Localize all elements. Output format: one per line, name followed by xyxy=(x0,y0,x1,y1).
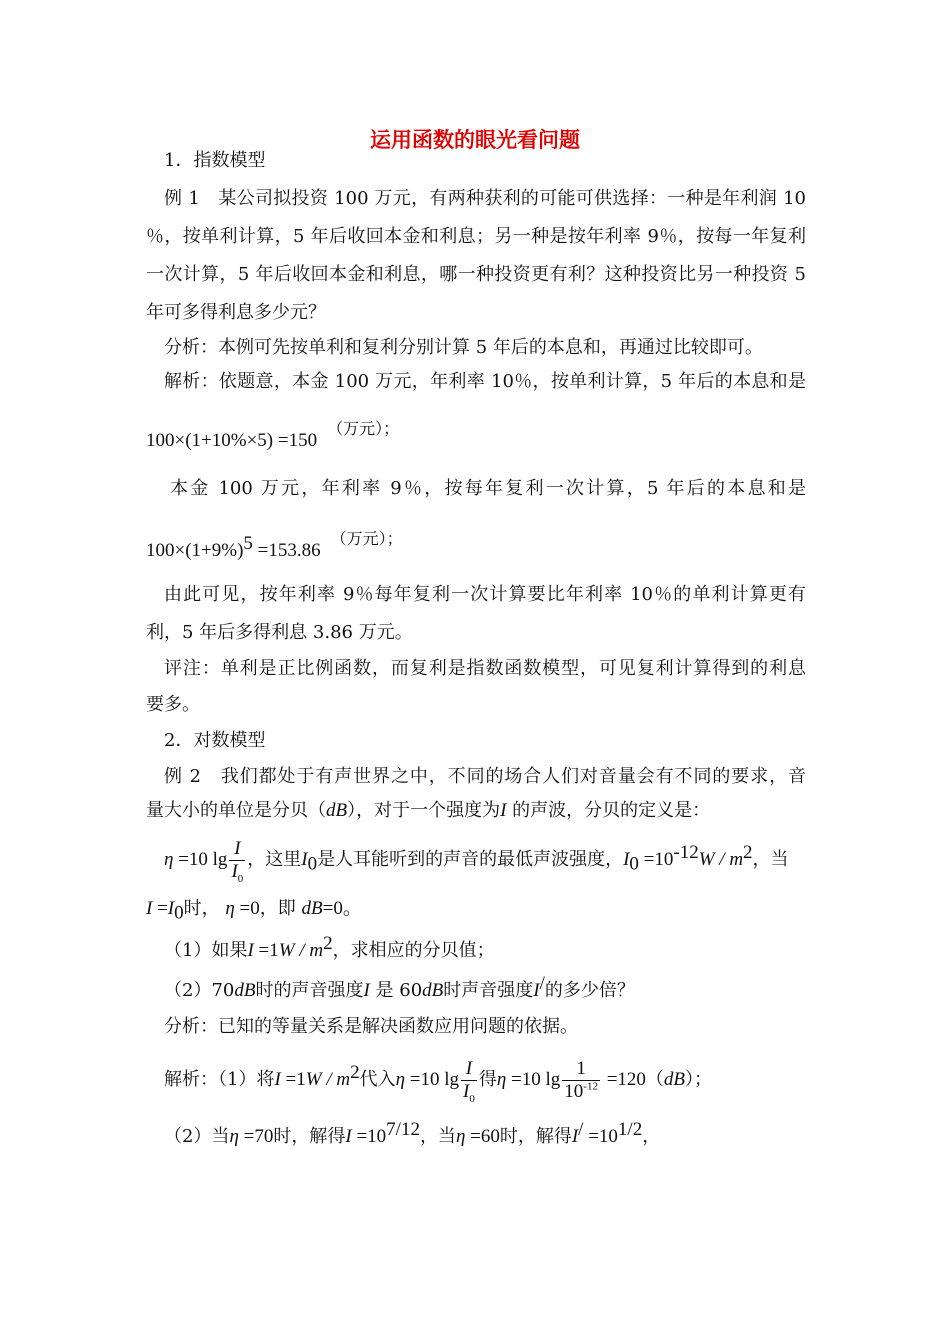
sol2-text-d: 时，解得 xyxy=(499,1126,572,1147)
intensity-symbol: I xyxy=(533,980,540,1001)
intensity-symbol: I xyxy=(146,898,153,919)
conclusion-line2: 利，5 年后多得利息 3.86 万元。 xyxy=(146,622,413,643)
eta-symbol: η xyxy=(496,1069,507,1090)
prime-mark: / xyxy=(578,1119,584,1140)
q1-eq: =1 xyxy=(253,940,279,961)
formula2-exponent: 5 xyxy=(243,533,253,554)
formula1-expr: 100×(1+10%×5) =150 xyxy=(146,430,318,451)
intensity-symbol: I xyxy=(247,940,254,961)
formula2-unit: （万元）； xyxy=(330,529,403,548)
sub-zero: 0 xyxy=(237,872,244,885)
eta-symbol: η xyxy=(395,1069,406,1090)
intensity-symbol: I xyxy=(274,1069,281,1090)
fraction-denominator: I xyxy=(231,860,238,882)
example1-line2: ％，按单利计算，5 年后收回本金和利息；另一种是按年利率 9％，按每一年复利 xyxy=(146,226,806,247)
def-text-a: ，这里 xyxy=(247,849,302,870)
ten-base: =10 xyxy=(583,1126,618,1147)
question1-line xyxy=(164,933,824,964)
def-text-c: ，当 xyxy=(752,849,789,870)
unit-wm: W / m xyxy=(278,940,324,961)
q2-text-b: 时的声音强度 xyxy=(255,980,364,1001)
sub-zero: 0 xyxy=(307,853,318,875)
exp-neg12: -12 xyxy=(583,1080,598,1093)
q1-text-b: ，求相应的分贝值； xyxy=(332,940,495,961)
section2-heading: 2．对数模型 xyxy=(164,730,266,751)
cond-eta-eq: =0 xyxy=(234,898,260,919)
comment-line2: 要多。 xyxy=(146,694,200,715)
compound-line: 本金 100 万元，年利率 9％，按每年复利一次计算，5 年后的本息和是 xyxy=(170,478,806,499)
fraction-numerator: I xyxy=(461,1058,477,1081)
sol1-eq: =1 xyxy=(280,1069,306,1090)
analysis2: 分析：已知的等量关系是解决函数应用问题的依据。 xyxy=(164,1016,578,1037)
db-unit: dB xyxy=(663,1069,686,1090)
i0-symbol: I xyxy=(167,898,175,919)
fraction-I-over-I0 xyxy=(229,838,245,883)
ten-base: =10 xyxy=(351,1126,387,1147)
exp-2: 2 xyxy=(350,1062,360,1083)
example2-text-b: ），对于一个强度为 xyxy=(347,800,501,821)
def-eq: =10 lg xyxy=(506,1069,561,1090)
eta-symbol: η xyxy=(455,1126,466,1147)
sub-zero: 0 xyxy=(469,1092,475,1105)
exp-den: 12 xyxy=(400,1119,420,1140)
solution1-line: 解析：依题意，本金 100 万元，年利率 10％，按单利计算，5 年后的本息和是 xyxy=(164,371,806,392)
cond-text-a: 时， xyxy=(183,898,220,919)
solution2-line2 xyxy=(164,1119,824,1150)
db-unit: dB xyxy=(301,898,323,919)
formula1-unit: （万元）； xyxy=(327,419,400,438)
sol1-text-a: 解析：（1）将 xyxy=(164,1069,275,1090)
comment-line1: 评注：单利是正比例函数，而复利是指数函数模型，可见复利计算得到的利息 xyxy=(164,658,806,679)
sol2-text-e: ， xyxy=(642,1126,661,1147)
q1-text-a: （1）如果 xyxy=(164,940,248,961)
fraction-denominator: I xyxy=(463,1080,470,1102)
formula2-left: 100×(1+9%) xyxy=(146,540,244,561)
sol1-text-b: 代入 xyxy=(359,1069,396,1090)
fraction-1-over-10-12 xyxy=(562,1058,600,1103)
section1-heading: 1．指数模型 xyxy=(164,150,266,171)
solution2-line1 xyxy=(164,1054,824,1106)
example2-line2 xyxy=(146,798,806,824)
def-eq: =10 lg xyxy=(405,1069,460,1090)
prime-mark: / xyxy=(539,973,545,994)
conclusion-line1: 由此可见，按年利率 9％每年复利一次计算要比年利率 10％的单利计算更有 xyxy=(164,584,806,605)
formula2-right: =153.86 xyxy=(252,540,321,561)
example2-text-c: 的声波，分贝的定义是： xyxy=(512,800,711,821)
sol1-unit-open: （ xyxy=(645,1069,664,1090)
def-value: =10 xyxy=(638,849,674,870)
intensity-symbol: I xyxy=(345,1126,352,1147)
cond-text-b: ，即 xyxy=(259,898,296,919)
i0-symbol: I xyxy=(623,849,630,870)
eta-symbol: η xyxy=(229,1126,239,1147)
example1-line4: 年可多得利息多少元？ xyxy=(146,302,326,323)
page-title: 运用函数的眼光看问题 xyxy=(370,127,580,152)
intensity-symbol: I xyxy=(571,1126,579,1147)
def-text-b: 是人耳能听到的声音的最低声波强度， xyxy=(317,849,624,870)
sol1-result: =120 xyxy=(601,1069,646,1090)
intensity-symbol: I xyxy=(500,800,507,821)
intensity-symbol: I xyxy=(363,980,370,1001)
sol2-text-b: 时，解得 xyxy=(273,1126,346,1147)
sub-zero: 0 xyxy=(629,853,639,875)
fraction-numerator: 1 xyxy=(562,1058,600,1081)
unit-wm: W / m xyxy=(698,849,744,870)
example1-line3: 一次计算，5 年后收回本金和利息，哪一种投资更有利？这种投资比另一种投资 5 xyxy=(146,264,806,285)
formula1-line xyxy=(146,419,806,454)
analysis1: 分析：本例可先按单利和复利分别计算 5 年后的本息和，再通过比较即可。 xyxy=(164,337,763,358)
db-unit: dB xyxy=(326,800,348,821)
fraction-numerator: I xyxy=(229,838,245,861)
sol1-text-c: 得 xyxy=(478,1069,497,1090)
db-unit: dB xyxy=(422,980,444,1001)
definition-line xyxy=(164,834,824,886)
exp-num: 1 xyxy=(617,1119,628,1140)
exp-7-12: 7/12 xyxy=(386,1119,420,1140)
fraction-I-over-I0 xyxy=(461,1058,477,1103)
fraction-base: 10 xyxy=(564,1080,584,1102)
exp-neg12: -12 xyxy=(673,842,699,863)
exp-1-2: 1/2 xyxy=(617,1119,643,1140)
example1-line1: 例 1 某公司拟投资 100 万元，有两种获利的可能可供选择：一种是年利润 10 xyxy=(164,188,806,209)
i0-symbol: I xyxy=(301,849,308,870)
exp-2: 2 xyxy=(323,933,333,954)
db-unit: dB xyxy=(234,980,256,1001)
cond-eq: = xyxy=(152,898,168,919)
unit-wm: W / m xyxy=(305,1069,351,1090)
cond-db-eq: =0。 xyxy=(322,898,362,919)
q2-text-d: 时声音强度 xyxy=(443,980,534,1001)
formula2-line xyxy=(146,529,806,564)
eta-70: =70 xyxy=(238,1126,274,1147)
eta-60: =60 xyxy=(465,1126,500,1147)
example2-line1: 例 2 我们都处于有声世界之中，不同的场合人们对音量会有不同的要求，音 xyxy=(164,766,806,787)
sol2-text-c: ，当 xyxy=(419,1126,456,1147)
example2-text-a: 量大小的单位是分贝（ xyxy=(146,800,326,821)
sol2-text-a: （2）当 xyxy=(164,1126,230,1147)
q2-text-c: 是 60 xyxy=(369,980,423,1001)
exp-den: 2 xyxy=(632,1119,643,1140)
q2-text-a: （2）70 xyxy=(164,980,235,1001)
condition-line xyxy=(146,896,806,922)
def-eq: =10 lg xyxy=(173,849,228,870)
sol1-unit-close: ）； xyxy=(685,1069,713,1090)
sub-zero: 0 xyxy=(174,902,184,924)
exp-2: 2 xyxy=(743,842,753,863)
question2-line xyxy=(164,973,824,1004)
eta-symbol: η xyxy=(225,898,235,919)
eta-symbol: η xyxy=(164,849,174,870)
q2-text-e: 的多少倍？ xyxy=(544,980,635,1001)
exp-num: 7 xyxy=(386,1119,396,1140)
